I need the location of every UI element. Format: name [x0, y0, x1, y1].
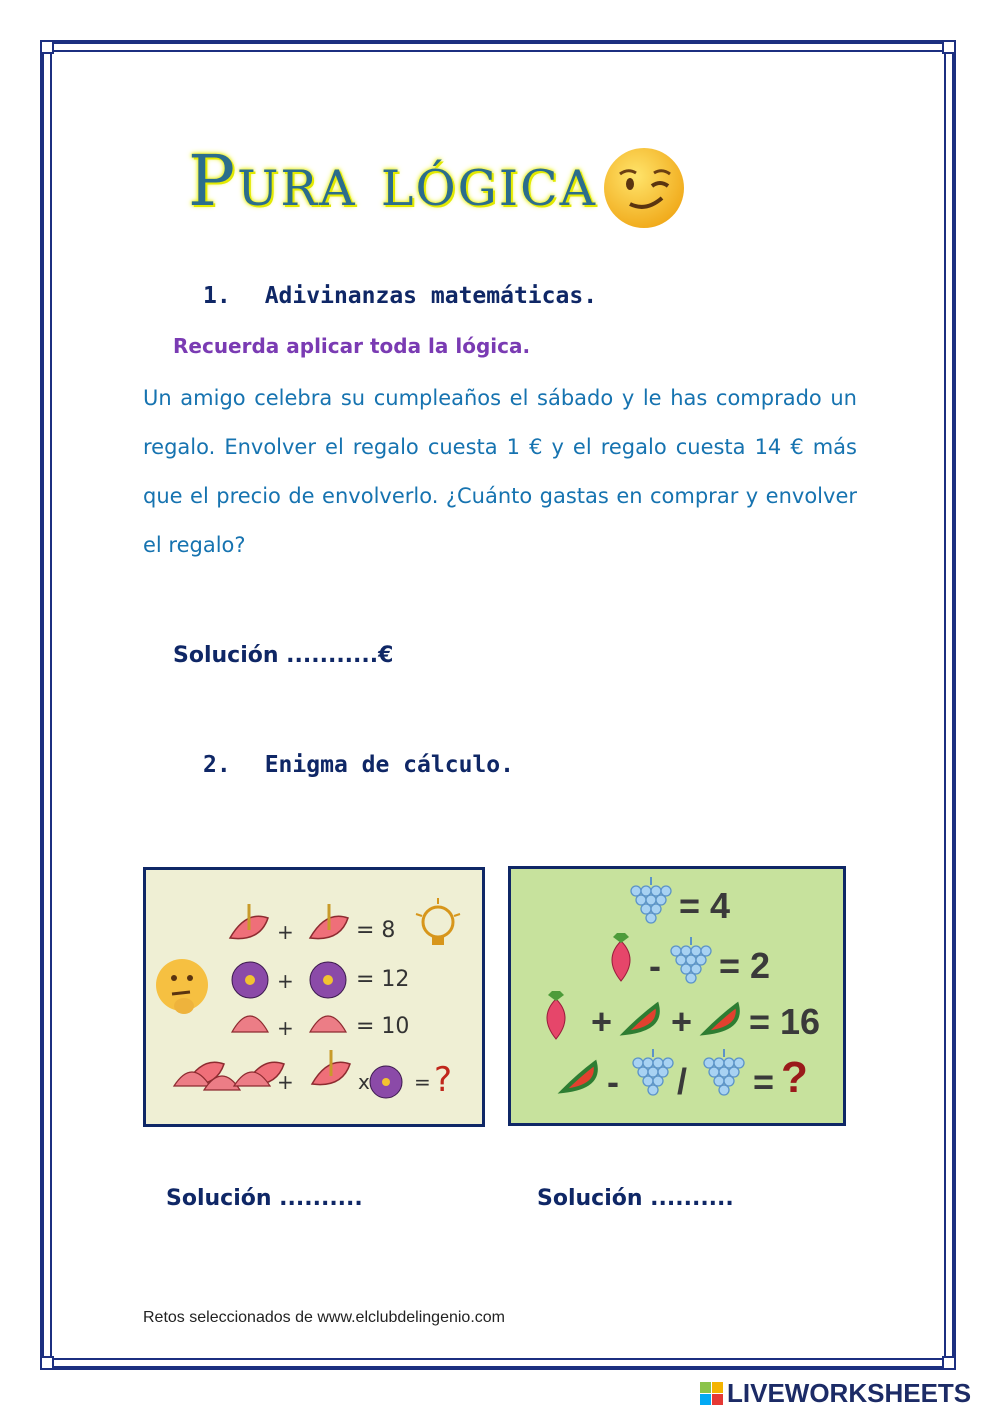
brand-text: LIVEWORKSHEETS [727, 1377, 972, 1408]
section-1-heading: 1. Adivinanzas matemáticas. [203, 283, 598, 309]
puzzle2-op: / [677, 1061, 688, 1102]
puzzle1-op: + [277, 920, 294, 944]
puzzle1-question: ? [434, 1060, 453, 1100]
problem-text: Un amigo celebra su cumpleaños el sábado y le has comprado un regalo. Envolver el regalo cuesta 1 € y el regalo cuesta 14 € más que el precio de envolverlo. ¿Cuánto gastas en comprar y envolver el regalo? [143, 386, 857, 557]
puzzle1-op: + [277, 969, 294, 993]
liveworksheets-logo-icon [700, 1382, 723, 1405]
puzzle2-result: = 2 [719, 945, 771, 986]
puzzle1-op: + [277, 1070, 294, 1094]
puzzle2-op: + [591, 1001, 613, 1042]
flower-puzzle-image [143, 867, 485, 1127]
reminder-text: Recuerda aplicar toda la lógica. [173, 334, 531, 358]
puzzle1-op: + [277, 1016, 294, 1040]
liveworksheets-brand [700, 1378, 971, 1408]
puzzle2-result: = 16 [749, 1001, 821, 1042]
puzzle2-op: + [671, 1001, 693, 1042]
puzzle1-result: = 12 [356, 967, 410, 992]
puzzle1-op: = [414, 1070, 431, 1094]
page-title: Pura lógica [188, 140, 598, 222]
puzzle2-question: ? [781, 1053, 808, 1102]
puzzle1-op: x [358, 1070, 370, 1094]
corner-ornament [942, 40, 956, 54]
puzzle2-op: - [649, 945, 661, 986]
solution-2: Solución .......... [166, 1186, 363, 1211]
puzzle1-result: = 10 [356, 1014, 410, 1039]
fruit-puzzle-image [508, 866, 846, 1126]
section-2-heading: 2. Enigma de cálculo. [203, 752, 514, 778]
puzzle2-op: = [753, 1061, 775, 1102]
puzzle2-result: = 4 [679, 885, 731, 926]
solution-3: Solución .......... [537, 1186, 734, 1211]
flower-puzzle-art [146, 870, 482, 1124]
puzzle1-result: = 8 [356, 918, 396, 943]
corner-ornament [40, 1356, 54, 1370]
corner-ornament [942, 1356, 956, 1370]
corner-ornament [40, 40, 54, 54]
page-border-inner [50, 50, 946, 1360]
source-footer: Retos seleccionados de www.elclubdelingenio.com [143, 1309, 505, 1326]
puzzle2-op: - [607, 1061, 619, 1102]
solution-1: Solución ...........€ [173, 643, 394, 668]
wink-emoji-icon [602, 146, 686, 230]
